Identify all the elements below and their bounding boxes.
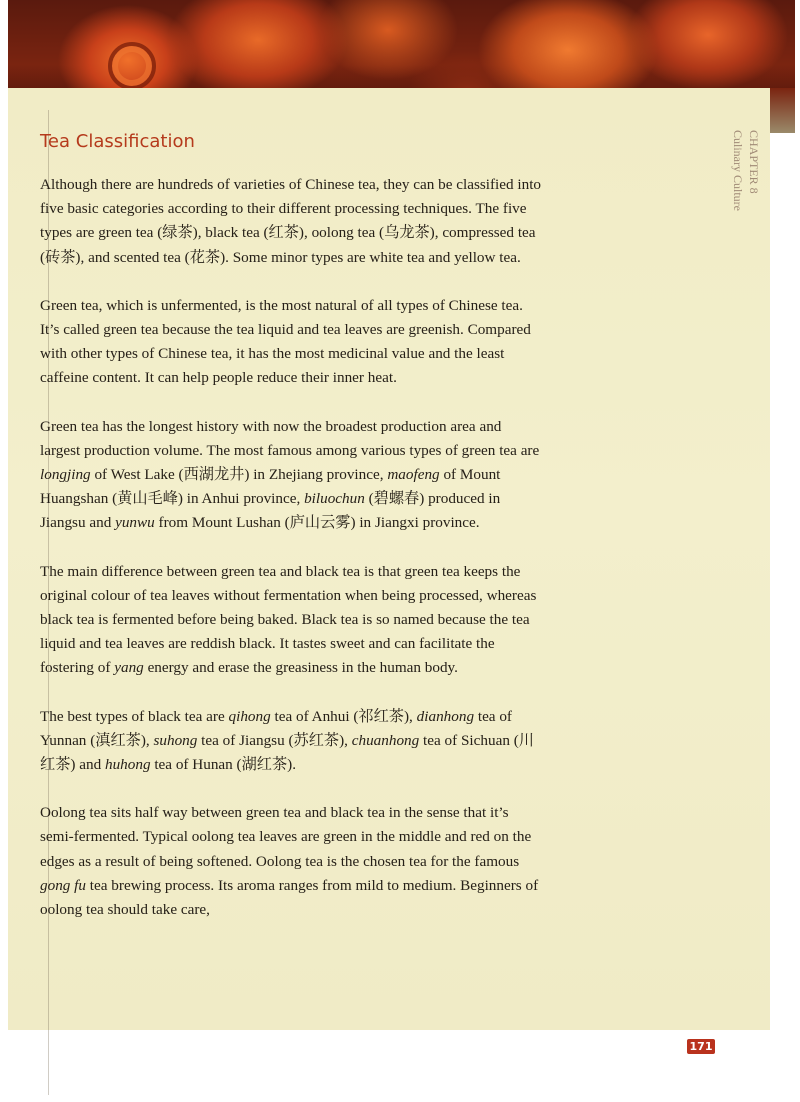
page-number: 171 bbox=[687, 1039, 715, 1054]
page-edge-shadow bbox=[770, 88, 795, 133]
chapter-label: CHAPTER 8 bbox=[747, 130, 761, 194]
italic-term: huhong bbox=[104, 756, 151, 774]
text-run: The main difference between green tea and black tea is that green tea keeps the original colour of tea leaves without fermentation when being processed, whereas black tea is fermented before being baked. Black tea is so named because the tea liquid and tea leaves are reddish black. It tastes sweet and can facilitate the fostering of bbox=[40, 562, 537, 677]
text-run: of Mount Huangshan (黄山毛峰) in Anhui province, bbox=[40, 466, 501, 508]
italic-term: yang bbox=[114, 659, 144, 677]
italic-term: qihong bbox=[228, 707, 271, 725]
lantern-icon bbox=[108, 42, 156, 90]
text-run: Green tea, which is unfermented, is the most natural of all types of Chinese tea. It’s called green tea because the tea liquid and tea leaves are greenish. Compared with other types of Chinese tea, it has the most medicinal value and the least caffeine content. It can help people reduce their inner heat. bbox=[40, 296, 531, 387]
text-run: tea of Yunnan (滇红茶), bbox=[40, 707, 512, 749]
paragraph-oolong-tea bbox=[40, 801, 543, 922]
paragraph-green-tea bbox=[40, 294, 543, 391]
italic-term: yunwu bbox=[115, 514, 155, 532]
text-run: tea brewing process. Its aroma ranges from mild to medium. Beginners of oolong tea should take care, bbox=[40, 876, 539, 919]
text-run: of West Lake (西湖龙井) in Zhejiang province, bbox=[90, 466, 388, 484]
text-run: tea of Hunan (湖红茶). bbox=[150, 756, 297, 774]
italic-term: dianhong bbox=[416, 707, 475, 725]
text-run: tea of Anhui (祁红茶), bbox=[270, 707, 417, 725]
paragraph-black-tea-varieties bbox=[40, 705, 543, 778]
text-run: energy and erase the greasiness in the human body. bbox=[143, 659, 458, 677]
italic-term: chuanhong bbox=[351, 731, 420, 749]
chapter-tab bbox=[728, 130, 764, 240]
paragraph-intro bbox=[40, 173, 543, 270]
italic-term: biluochun bbox=[304, 490, 365, 508]
text-run: Oolong tea sits half way between green tea and black tea in the sense that it’s semi-fermented. Typical oolong tea leaves are green in the middle and red on the edges as a result of being softened. Oolong tea is the chosen tea for the famous bbox=[40, 804, 532, 870]
text-run: tea of Jiangsu (苏红茶), bbox=[197, 731, 352, 749]
text-run: Green tea has the longest history with now the broadest production area and largest production volume. The most famous among various types of green tea are bbox=[40, 417, 540, 459]
text-run: The best types of black tea are bbox=[40, 707, 229, 725]
italic-term: suhong bbox=[153, 731, 198, 749]
italic-term: maofeng bbox=[387, 466, 440, 484]
section-title: Tea Classification bbox=[40, 131, 195, 152]
text-run: from Mount Lushan (庐山云雾) in Jiangxi province. bbox=[154, 514, 480, 532]
chapter-subtitle: Culinary Culture bbox=[731, 130, 745, 211]
italic-term: longjing bbox=[40, 466, 91, 484]
italic-term: gong fu bbox=[40, 876, 86, 894]
body-text bbox=[40, 173, 543, 946]
text-run: Although there are hundreds of varieties of Chinese tea, they can be classified into five basic categories according to their different processing techniques. The five types are green tea (绿茶), black tea (红茶), oolong tea (乌龙茶), compressed tea (砖茶), and scented tea (花茶). Some minor types are white tea and yellow tea. bbox=[40, 176, 542, 266]
text-run: tea of Sichuan (川红茶) and bbox=[40, 731, 534, 774]
paragraph-black-tea bbox=[40, 560, 543, 681]
text-run: (碧螺春) produced in Jiangsu and bbox=[40, 490, 501, 532]
paragraph-green-tea-varieties bbox=[40, 415, 543, 536]
